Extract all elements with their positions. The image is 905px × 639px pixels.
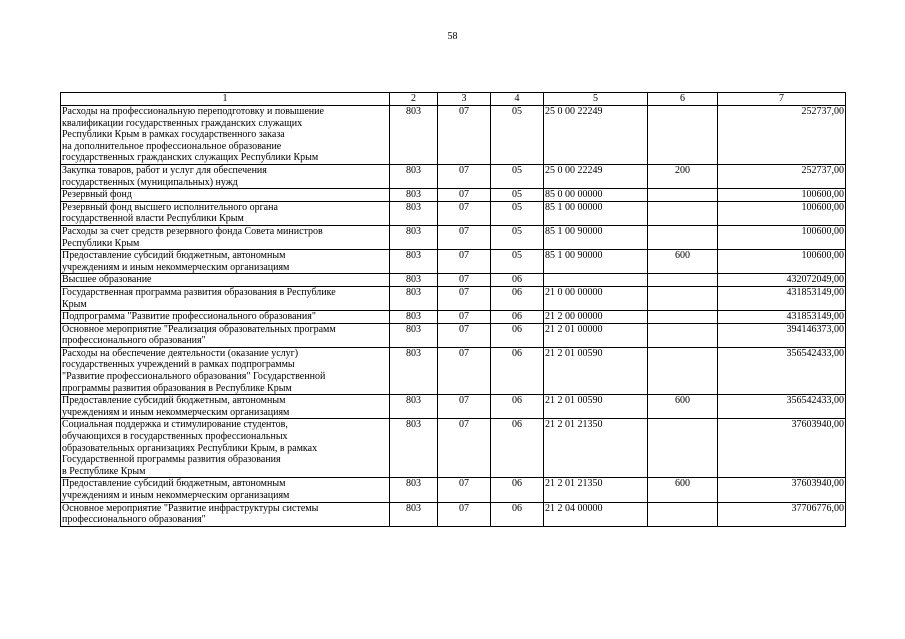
section-code: 07 [438, 201, 491, 225]
ministry-code: 803 [390, 347, 438, 394]
target-article-code: 21 2 01 21350 [544, 478, 648, 502]
expense-name: Основное мероприятие "Развитие инфраструктуры системы профессионального образования" [61, 502, 390, 526]
column-header: 7 [718, 93, 846, 106]
table-row [61, 225, 846, 249]
subsection-code: 06 [491, 311, 544, 324]
target-article-code: 21 2 00 00000 [544, 311, 648, 324]
ministry-code: 803 [390, 250, 438, 274]
subsection-code: 06 [491, 347, 544, 394]
page-number: 58 [447, 31, 458, 42]
subsection-code: 06 [491, 419, 544, 478]
target-article-code: 21 2 01 00000 [544, 323, 648, 347]
subsection-code: 06 [491, 323, 544, 347]
expense-name: Расходы на профессиональную переподготовку и повышение квалификации государственных гражданских служащих Республики Крым в рамках государственного заказа на дополнительное профессиональное образование государственных гражданских служащих Республики Крым [61, 106, 390, 165]
section-code: 07 [438, 347, 491, 394]
ministry-code: 803 [390, 201, 438, 225]
ministry-code: 803 [390, 502, 438, 526]
ministry-code: 803 [390, 274, 438, 287]
expense-name: Социальная поддержка и стимулирование студентов, обучающихся в государственных профессиональных образовательных организациях Республики Крым, в рамках Государственной программы развития образования в Республике Крым [61, 419, 390, 478]
column-header: 2 [390, 93, 438, 106]
expense-type-code: 200 [648, 164, 718, 188]
amount: 37603940,00 [718, 419, 846, 478]
subsection-code: 05 [491, 250, 544, 274]
subsection-code: 05 [491, 189, 544, 202]
section-code: 07 [438, 395, 491, 419]
table-row [61, 286, 846, 310]
expense-name: Закупка товаров, работ и услуг для обеспечения государственных (муниципальных) нужд [61, 164, 390, 188]
expense-type-code [648, 311, 718, 324]
subsection-code: 06 [491, 274, 544, 287]
section-code: 07 [438, 274, 491, 287]
subsection-code: 05 [491, 225, 544, 249]
section-code: 07 [438, 419, 491, 478]
subsection-code: 06 [491, 395, 544, 419]
target-article-code: 21 0 00 00000 [544, 286, 648, 310]
section-code: 07 [438, 250, 491, 274]
expense-name: Расходы за счет средств резервного фонда Совета министров Республики Крым [61, 225, 390, 249]
expense-type-code: 600 [648, 395, 718, 419]
expense-type-code [648, 225, 718, 249]
table-row [61, 106, 846, 165]
table-row [61, 395, 846, 419]
amount: 431853149,00 [718, 311, 846, 324]
amount: 394146373,00 [718, 323, 846, 347]
ministry-code: 803 [390, 478, 438, 502]
subsection-code: 05 [491, 164, 544, 188]
column-header: 5 [544, 93, 648, 106]
budget-table [60, 92, 846, 527]
expense-type-code [648, 502, 718, 526]
expense-type-code [648, 189, 718, 202]
expense-name: Предоставление субсидий бюджетным, автономным учреждениям и иным некоммерческим организациям [61, 395, 390, 419]
target-article-code: 85 1 00 00000 [544, 201, 648, 225]
expense-name: Предоставление субсидий бюджетным, автономным учреждениям и иным некоммерческим организациям [61, 250, 390, 274]
expense-type-code: 600 [648, 250, 718, 274]
ministry-code: 803 [390, 323, 438, 347]
subsection-code: 05 [491, 201, 544, 225]
section-code: 07 [438, 311, 491, 324]
target-article-code: 25 0 00 22249 [544, 106, 648, 165]
table-row [61, 478, 846, 502]
amount: 37603940,00 [718, 478, 846, 502]
column-header: 6 [648, 93, 718, 106]
amount: 252737,00 [718, 164, 846, 188]
expense-type-code [648, 323, 718, 347]
amount: 100600,00 [718, 201, 846, 225]
section-code: 07 [438, 478, 491, 502]
section-code: 07 [438, 164, 491, 188]
expense-type-code: 600 [648, 478, 718, 502]
amount: 356542433,00 [718, 347, 846, 394]
expense-name: Резервный фонд [61, 189, 390, 202]
amount: 432072049,00 [718, 274, 846, 287]
expense-name: Основное мероприятие "Реализация образовательных программ профессионального образования" [61, 323, 390, 347]
table-row [61, 274, 846, 287]
ministry-code: 803 [390, 395, 438, 419]
expense-type-code [648, 274, 718, 287]
section-code: 07 [438, 225, 491, 249]
expense-type-code [648, 106, 718, 165]
expense-type-code [648, 347, 718, 394]
target-article-code: 25 0 00 22249 [544, 164, 648, 188]
table-row [61, 189, 846, 202]
section-code: 07 [438, 286, 491, 310]
target-article-code: 21 2 01 21350 [544, 419, 648, 478]
expense-name: Подпрограмма "Развитие профессионального образования" [61, 311, 390, 324]
section-code: 07 [438, 323, 491, 347]
header-row [61, 93, 846, 106]
expense-type-code [648, 419, 718, 478]
amount: 37706776,00 [718, 502, 846, 526]
target-article-code: 85 0 00 00000 [544, 189, 648, 202]
subsection-code: 06 [491, 478, 544, 502]
amount: 252737,00 [718, 106, 846, 165]
expense-name: Государственная программа развития образования в Республике Крым [61, 286, 390, 310]
target-article-code: 21 2 01 00590 [544, 395, 648, 419]
amount: 356542433,00 [718, 395, 846, 419]
section-code: 07 [438, 502, 491, 526]
expense-type-code [648, 286, 718, 310]
column-header: 1 [61, 93, 390, 106]
column-header: 3 [438, 93, 491, 106]
table-row [61, 250, 846, 274]
expense-name: Расходы на обеспечение деятельности (оказание услуг) государственных учреждений в рамках подпрограммы "Развитие профессионального образования" Государственной программы развития образования в Республике Крым [61, 347, 390, 394]
ministry-code: 803 [390, 286, 438, 310]
section-code: 07 [438, 106, 491, 165]
ministry-code: 803 [390, 225, 438, 249]
table-row [61, 323, 846, 347]
table-row [61, 311, 846, 324]
column-header: 4 [491, 93, 544, 106]
target-article-code: 85 1 00 90000 [544, 250, 648, 274]
amount: 100600,00 [718, 250, 846, 274]
subsection-code: 06 [491, 286, 544, 310]
section-code: 07 [438, 189, 491, 202]
table-row [61, 201, 846, 225]
ministry-code: 803 [390, 164, 438, 188]
expense-name: Высшее образование [61, 274, 390, 287]
ministry-code: 803 [390, 106, 438, 165]
target-article-code: 21 2 01 00590 [544, 347, 648, 394]
subsection-code: 06 [491, 502, 544, 526]
table-row [61, 347, 846, 394]
ministry-code: 803 [390, 189, 438, 202]
expense-name: Предоставление субсидий бюджетным, автономным учреждениям и иным некоммерческим организациям [61, 478, 390, 502]
table-row [61, 502, 846, 526]
table-row [61, 164, 846, 188]
amount: 431853149,00 [718, 286, 846, 310]
ministry-code: 803 [390, 419, 438, 478]
target-article-code [544, 274, 648, 287]
subsection-code: 05 [491, 106, 544, 165]
table-body [61, 106, 846, 527]
expense-name: Резервный фонд высшего исполнительного органа государственной власти Республики Крым [61, 201, 390, 225]
ministry-code: 803 [390, 311, 438, 324]
amount: 100600,00 [718, 225, 846, 249]
target-article-code: 85 1 00 90000 [544, 225, 648, 249]
table-row [61, 419, 846, 478]
amount: 100600,00 [718, 189, 846, 202]
target-article-code: 21 2 04 00000 [544, 502, 648, 526]
expense-type-code [648, 201, 718, 225]
